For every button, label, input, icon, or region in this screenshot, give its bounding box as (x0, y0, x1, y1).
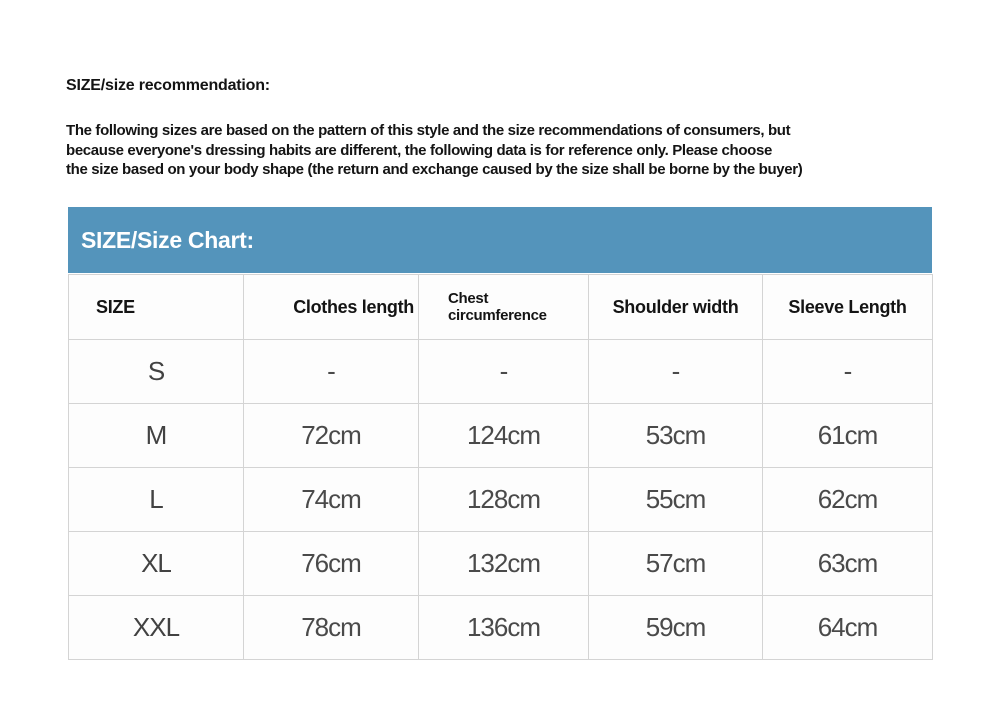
value-cell: 128cm (419, 468, 589, 532)
column-header-sleeve-length: Sleeve Length (763, 275, 933, 340)
column-header-shoulder-width: Shoulder width (589, 275, 763, 340)
value-cell: 72cm (244, 404, 419, 468)
size-cell: XL (69, 532, 244, 596)
header-row (69, 275, 933, 340)
value-cell: 55cm (589, 468, 763, 532)
value-cell: - (419, 340, 589, 404)
value-cell: 132cm (419, 532, 589, 596)
paragraph-line-2: because everyone's dressing habits are different, the following data is for reference only. Please choose (66, 141, 772, 159)
column-header-chest-circumference: Chest circumference (419, 275, 589, 340)
paragraph-line-3: the size based on your body shape (the return and exchange caused by the size shall be borne by the buyer) (66, 161, 803, 178)
value-cell: 76cm (244, 532, 419, 596)
value-cell: 62cm (763, 468, 933, 532)
value-cell: 78cm (244, 596, 419, 660)
size-chart-title-bar (68, 207, 932, 273)
size-chart-title: SIZE/Size Chart: (81, 226, 254, 253)
size-chart-table (68, 274, 933, 660)
table-row-l (69, 468, 933, 532)
value-cell: 53cm (589, 404, 763, 468)
value-cell: 63cm (763, 532, 933, 596)
value-cell: 136cm (419, 596, 589, 660)
table-row-m (69, 404, 933, 468)
size-recommendation-heading: SIZE/size recommendation: (66, 77, 270, 94)
paragraph-line-1: The following sizes are based on the pattern of this style and the size recommendations of consumers, but (66, 122, 791, 139)
size-cell: S (69, 340, 244, 404)
value-cell: 64cm (763, 596, 933, 660)
size-recommendation-paragraph (66, 121, 802, 180)
value-cell: 59cm (589, 596, 763, 660)
table-row-xl (69, 532, 933, 596)
value-cell: 57cm (589, 532, 763, 596)
value-cell: 74cm (244, 468, 419, 532)
value-cell: 124cm (419, 404, 589, 468)
value-cell: - (244, 340, 419, 404)
value-cell: 61cm (763, 404, 933, 468)
value-cell: - (589, 340, 763, 404)
size-cell: XXL (69, 596, 244, 660)
column-header-size: SIZE (69, 275, 244, 340)
table-row-s (69, 340, 933, 404)
column-header-clothes-length: Clothes length (244, 275, 419, 340)
size-cell: L (69, 468, 244, 532)
value-cell: - (763, 340, 933, 404)
table-row-xxl (69, 596, 933, 660)
size-cell: M (69, 404, 244, 468)
